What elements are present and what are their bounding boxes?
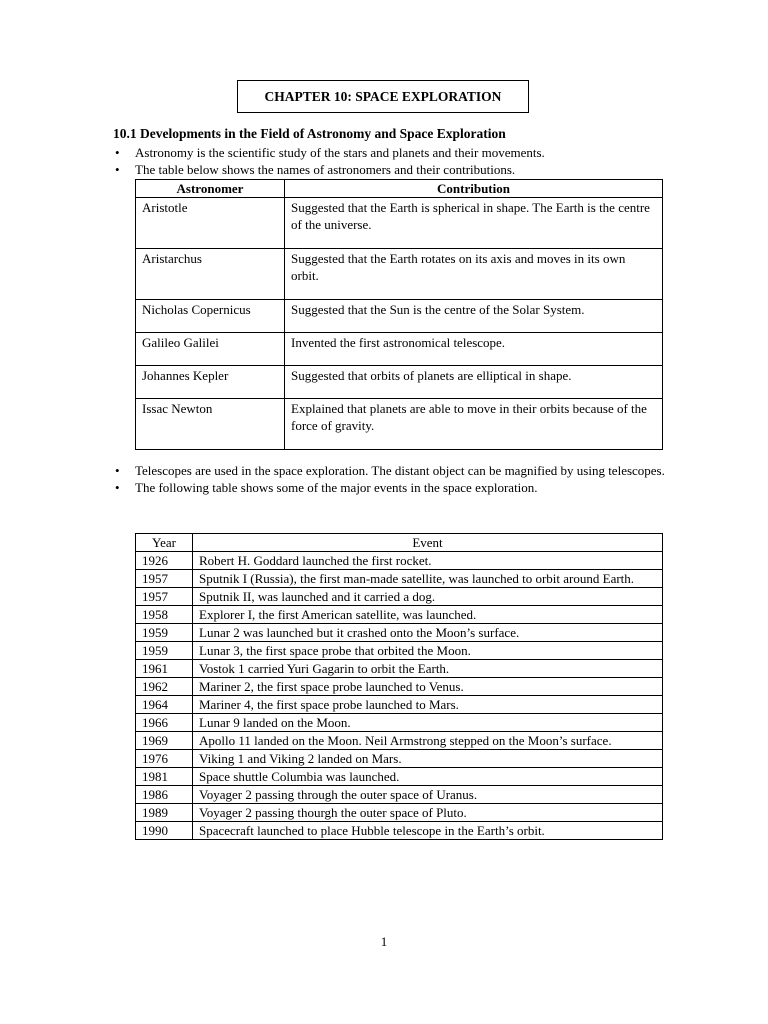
event-year: 1957 <box>136 570 193 588</box>
table-header-row <box>136 534 663 552</box>
table-row <box>136 678 663 696</box>
event-year: 1957 <box>136 588 193 606</box>
event-description: Viking 1 and Viking 2 landed on Mars. <box>193 750 663 768</box>
event-description: Sputnik I (Russia), the first man-made satellite, was launched to orbit around Earth. <box>193 570 663 588</box>
bullet-text: The table below shows the names of astronomers and their contributions. <box>135 162 516 177</box>
event-description: Sputnik II, was launched and it carried a dog. <box>193 588 663 606</box>
event-year: 1964 <box>136 696 193 714</box>
event-year: 1958 <box>136 606 193 624</box>
astronomer-contribution: Invented the first astronomical telescope. <box>285 333 663 366</box>
table-row <box>136 732 663 750</box>
astronomer-name: Aristotle <box>136 198 285 249</box>
bullet-item <box>113 144 673 161</box>
event-description: Space shuttle Columbia was launched. <box>193 768 663 786</box>
event-year: 1976 <box>136 750 193 768</box>
event-description: Lunar 9 landed on the Moon. <box>193 714 663 732</box>
table-row <box>136 750 663 768</box>
astronomer-contribution: Suggested that the Sun is the centre of the Solar System. <box>285 300 663 333</box>
bullet-item <box>113 161 673 178</box>
table-row <box>136 588 663 606</box>
bullet-item <box>113 462 673 479</box>
bullet-item <box>113 479 673 496</box>
table-row <box>136 606 663 624</box>
column-header-event: Event <box>193 534 663 552</box>
bullet-text: Telescopes are used in the space exploration. The distant object can be magnified by using telescopes. <box>135 463 665 478</box>
event-description: Robert H. Goddard launched the first rocket. <box>193 552 663 570</box>
bullet-icon: • <box>115 480 120 495</box>
event-year: 1981 <box>136 768 193 786</box>
event-description: Apollo 11 landed on the Moon. Neil Armstrong stepped on the Moon’s surface. <box>193 732 663 750</box>
table-header-row <box>136 180 663 198</box>
page-number: 1 <box>380 934 388 949</box>
event-description: Mariner 2, the first space probe launched to Venus. <box>193 678 663 696</box>
section-heading: 10.1 Developments in the Field of Astronomy and Space Exploration <box>113 126 506 141</box>
table-row <box>136 300 663 333</box>
column-header-year: Year <box>136 534 193 552</box>
table-row <box>136 366 663 399</box>
astronomer-name: Johannes Kepler <box>136 366 285 399</box>
event-year: 1962 <box>136 678 193 696</box>
table-row <box>136 624 663 642</box>
table-row <box>136 696 663 714</box>
bullet-icon: • <box>115 145 120 160</box>
middle-bullet-list <box>113 462 673 496</box>
intro-bullet-list <box>113 144 673 178</box>
event-description: Voyager 2 passing through the outer space of Uranus. <box>193 786 663 804</box>
event-year: 1986 <box>136 786 193 804</box>
table-row <box>136 714 663 732</box>
event-year: 1990 <box>136 822 193 840</box>
event-description: Vostok 1 carried Yuri Gagarin to orbit the Earth. <box>193 660 663 678</box>
event-description: Mariner 4, the first space probe launched to Mars. <box>193 696 663 714</box>
bullet-text: The following table shows some of the major events in the space exploration. <box>135 480 538 495</box>
events-table <box>135 533 663 840</box>
astronomer-name: Nicholas Copernicus <box>136 300 285 333</box>
event-year: 1959 <box>136 624 193 642</box>
event-year: 1966 <box>136 714 193 732</box>
event-description: Explorer I, the first American satellite, was launched. <box>193 606 663 624</box>
table-row <box>136 198 663 249</box>
event-year: 1989 <box>136 804 193 822</box>
table-row <box>136 786 663 804</box>
event-description: Spacecraft launched to place Hubble telescope in the Earth’s orbit. <box>193 822 663 840</box>
table-row <box>136 570 663 588</box>
astronomers-table <box>135 179 663 450</box>
event-year: 1926 <box>136 552 193 570</box>
event-year: 1961 <box>136 660 193 678</box>
table-row <box>136 642 663 660</box>
table-row <box>136 399 663 450</box>
event-description: Lunar 3, the first space probe that orbited the Moon. <box>193 642 663 660</box>
bullet-text: Astronomy is the scientific study of the stars and planets and their movements. <box>135 145 545 160</box>
astronomer-contribution: Suggested that orbits of planets are elliptical in shape. <box>285 366 663 399</box>
event-description: Lunar 2 was launched but it crashed onto the Moon’s surface. <box>193 624 663 642</box>
astronomer-contribution: Suggested that the Earth is spherical in shape. The Earth is the centre of the universe. <box>285 198 663 249</box>
table-row <box>136 822 663 840</box>
astronomer-contribution: Suggested that the Earth rotates on its axis and moves in its own orbit. <box>285 249 663 300</box>
chapter-title: CHAPTER 10: SPACE EXPLORATION <box>237 80 529 113</box>
column-header-contribution: Contribution <box>285 180 663 198</box>
table-row <box>136 249 663 300</box>
astronomer-contribution: Explained that planets are able to move in their orbits because of the force of gravity. <box>285 399 663 450</box>
column-header-astronomer: Astronomer <box>136 180 285 198</box>
event-year: 1969 <box>136 732 193 750</box>
astronomer-name: Galileo Galilei <box>136 333 285 366</box>
table-row <box>136 660 663 678</box>
table-row <box>136 552 663 570</box>
astronomer-name: Aristarchus <box>136 249 285 300</box>
bullet-icon: • <box>115 463 120 478</box>
table-row <box>136 333 663 366</box>
table-row <box>136 804 663 822</box>
astronomer-name: Issac Newton <box>136 399 285 450</box>
table-row <box>136 768 663 786</box>
event-year: 1959 <box>136 642 193 660</box>
event-description: Voyager 2 passing thourgh the outer space of Pluto. <box>193 804 663 822</box>
bullet-icon: • <box>115 162 120 177</box>
